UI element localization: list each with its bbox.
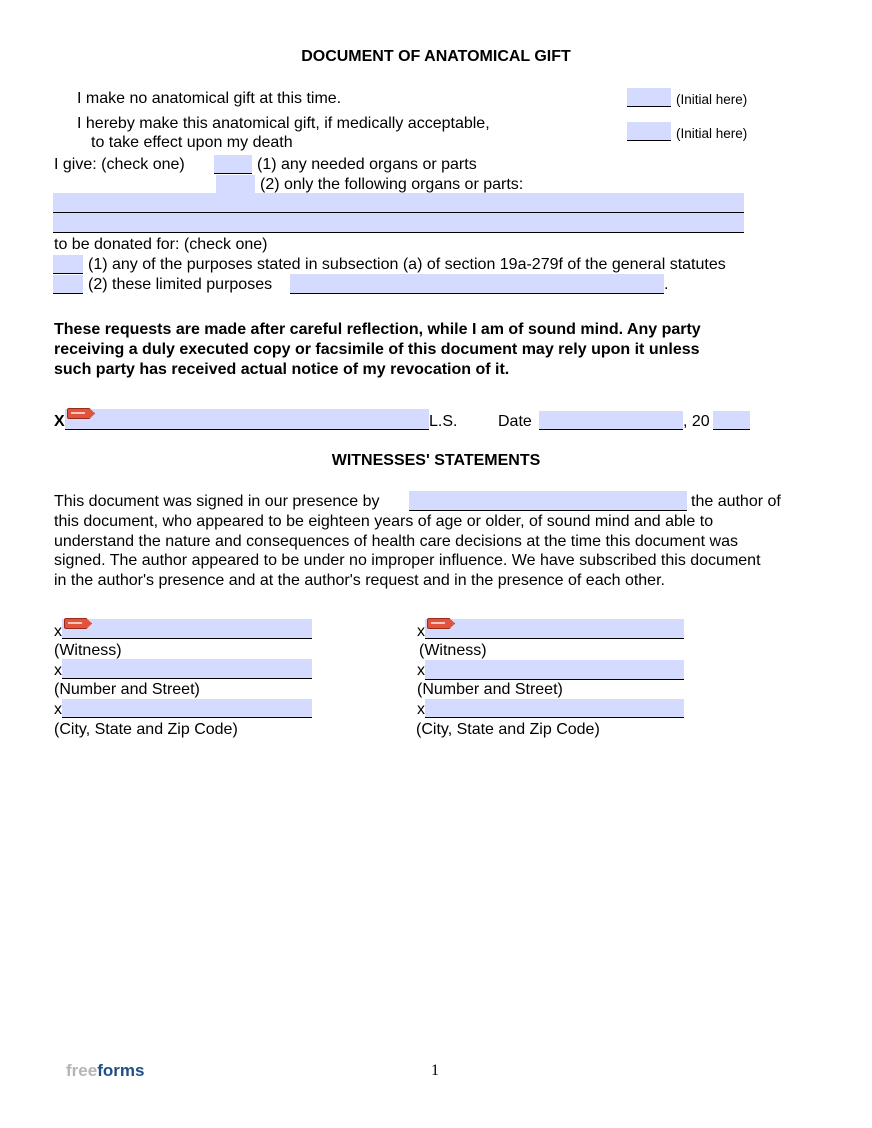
- statement-after-field: the author of: [691, 493, 781, 510]
- witness1-x: x: [54, 623, 62, 640]
- witness2-street-label: (Number and Street): [417, 681, 563, 698]
- declaration-line3: such party has received actual notice of my revocation of it.: [54, 361, 510, 378]
- gift-text-line2: to take effect upon my death: [91, 134, 293, 151]
- witness2-city-field[interactable]: [425, 699, 684, 718]
- initial-here-label-1: (Initial here): [676, 92, 748, 107]
- period: .: [664, 276, 669, 293]
- give-option-1-text: (1) any needed organs or parts: [257, 156, 477, 173]
- sign-here-tag-icon: [67, 408, 95, 419]
- signature-x-mark: X: [54, 413, 65, 430]
- organs-field-line1[interactable]: [53, 193, 744, 213]
- statement-line2: this document, who appeared to be eighteen years of age or older, of sound mind and able to: [54, 513, 714, 530]
- initial-here-label-2: (Initial here): [676, 126, 748, 141]
- sign-here-tag-icon: [64, 618, 92, 629]
- witness2-x: x: [417, 623, 425, 640]
- witness1-label: (Witness): [54, 642, 122, 659]
- logo-free: free: [66, 1061, 98, 1080]
- statement-line4: signed. The author appeared to be under no improper influence. We have subscribed this document: [54, 552, 761, 569]
- witness2-street-field[interactable]: [425, 660, 684, 680]
- donated-for-label: to be donated for: (check one): [54, 236, 268, 253]
- purpose-option-2-text: (2) these limited purposes: [88, 276, 273, 293]
- witness1-city-x: x: [54, 701, 62, 718]
- statement-start: This document was signed in our presence by: [54, 493, 380, 510]
- statement-line5: in the author's presence and at the author's request and in the presence of each other.: [54, 572, 665, 589]
- page-number: 1: [431, 1062, 439, 1079]
- i-give-label: I give: (check one): [54, 156, 185, 173]
- date-field[interactable]: [539, 411, 683, 430]
- witness2-city-label: (City, State and Zip Code): [416, 721, 600, 738]
- organs-field-line2[interactable]: [53, 213, 744, 233]
- limited-purposes-field[interactable]: [290, 274, 664, 294]
- logo-forms: forms: [97, 1061, 145, 1080]
- gift-text-line1: I hereby make this anatomical gift, if medically acceptable,: [77, 115, 490, 132]
- witness2-street-x: x: [417, 662, 425, 679]
- witness2-signature-field[interactable]: [425, 619, 684, 639]
- witness1-city-label: (City, State and Zip Code): [54, 721, 238, 738]
- witness1-street-label: (Number and Street): [54, 681, 200, 698]
- witness1-signature-field[interactable]: [62, 619, 312, 639]
- witness1-street-x: x: [54, 662, 62, 679]
- initial-no-gift-field[interactable]: [627, 88, 671, 107]
- give-option-1-check[interactable]: [214, 155, 252, 174]
- declaration-line1: These requests are made after careful reflection, while I am of sound mind. Any party: [54, 321, 701, 338]
- freeforms-logo: [66, 1061, 144, 1081]
- witness1-city-field[interactable]: [62, 699, 312, 718]
- purpose-option-1-check[interactable]: [53, 255, 83, 274]
- witness1-street-field[interactable]: [62, 659, 312, 679]
- witness2-label: (Witness): [419, 642, 487, 659]
- witnesses-title: WITNESSES' STATEMENTS: [331, 452, 541, 469]
- sign-here-tag-icon: [427, 618, 455, 629]
- purpose-option-2-check[interactable]: [53, 275, 83, 294]
- year-prefix: , 20: [683, 413, 710, 430]
- no-gift-text: I make no anatomical gift at this time.: [77, 90, 342, 107]
- date-label: Date: [498, 413, 532, 430]
- ls-label: L.S.: [429, 413, 458, 430]
- witness2-city-x: x: [417, 701, 425, 718]
- initial-gift-field[interactable]: [627, 122, 671, 141]
- document-title: DOCUMENT OF ANATOMICAL GIFT: [301, 48, 571, 65]
- give-option-2-check[interactable]: [216, 175, 255, 194]
- author-name-field[interactable]: [409, 491, 687, 511]
- year-field[interactable]: [713, 411, 750, 430]
- give-option-2-text: (2) only the following organs or parts:: [260, 176, 524, 193]
- statement-line3: understand the nature and consequences of health care decisions at the time this document was: [54, 533, 738, 550]
- declaration-line2: receiving a duly executed copy or facsimile of this document may rely upon it unless: [54, 341, 700, 358]
- purpose-option-1-text: (1) any of the purposes stated in subsection (a) of section 19a-279f of the general statutes: [88, 256, 726, 273]
- donor-signature-field[interactable]: [65, 409, 429, 430]
